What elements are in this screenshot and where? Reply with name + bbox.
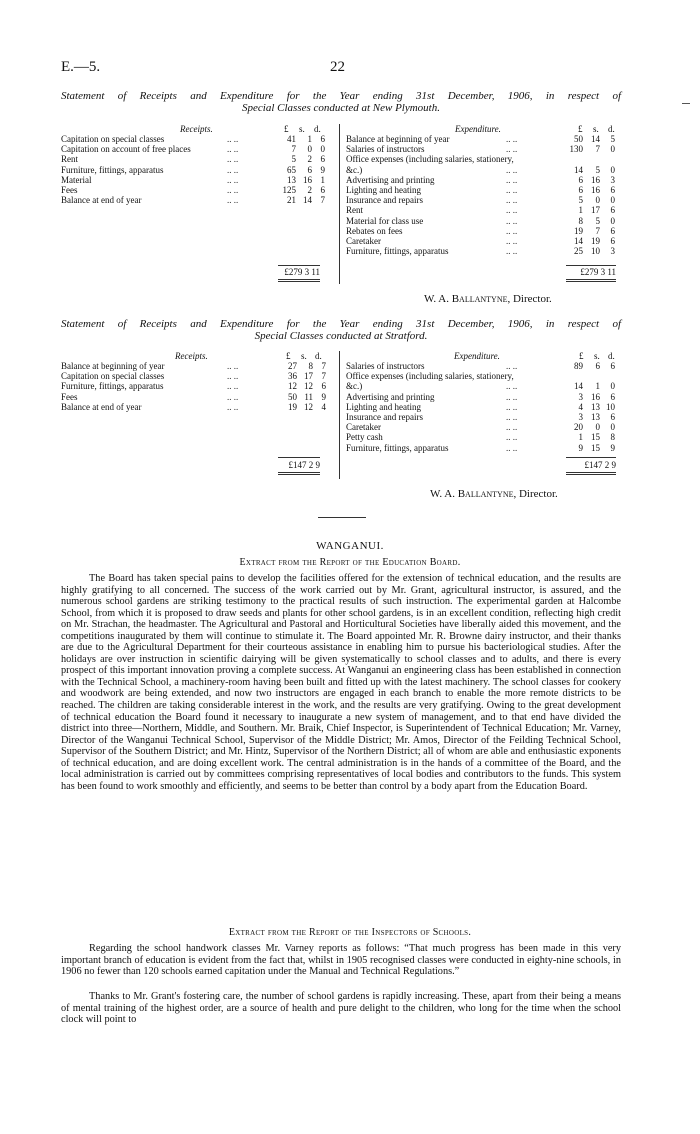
np-expense-pounds: 1 (578, 205, 583, 216)
np-expenditure-total: £279 3 11 (580, 267, 616, 277)
st-expense-shillings: 13 (591, 401, 600, 412)
st-expense-pounds: 3 (578, 391, 583, 402)
np-receipt-pounds: 13 (287, 174, 296, 185)
np-expense-label: &c.) (346, 164, 363, 175)
np-receipt-shillings: 6 (307, 164, 312, 175)
np-receipts-heading: Receipts. (180, 124, 213, 134)
np-expense-pence: 6 (610, 205, 615, 216)
st-receipts-pound-head: £ (286, 351, 291, 361)
np-expense-shillings: 16 (591, 174, 600, 185)
wanganui-paragraph-1: The Board has taken special pains to develop the facilities offered for the extension of technical education, and the results are highly gratifying to all concerned. The success of the work carried out by Mr. Grant, agricultural instructor, is assured, and the numerous school gardens are striking testimony to the practical results of such instruction. The experimental garden at Halcombe School, from which it is proposed to draw seeds and plants for other school gardens, is in an excellent condition, reflecting high credit on Mr. Strachan, the headmaster. The Agricultural and Pastoral and Horticultural Societies have liberally aided this movement, and the competitions inaugurated by them will continue to stimulate it. The Board appointed Mr. R. Browne dairy instructor, and their thanks are due to the Agricultural Department for their courteous assistance in enabling him to pursue his bacteriological studies. After the holidays are over instruction in scientific dairying will be given systematically to school classes and to adults, and there is every prospect of this important innovation proving a complete success. At Wanganui an engineering class has been established in connection with the Technical School, a machinery-room having been built and fitted up with the latest machinery. The school classes for cookery and woodwork are being extended, and now two instructors are engaged in each branch to enable the more remote districts to be reached. The children are taking considerable interest in the work, and the results are very gratifying. Owing to the great development of technical education the Board found it necessary to inaugurate a new system of management, and to that end have divided the district into three—Northern, Middle, and Southern. Mr. Braik, Chief Inspector, is Superintendent of Technical Education; Mr. Varney, Director of the Wanganui Technical School, Supervisor of the Middle District; Mr. Amos, Director of the Feilding Technical School, Supervisor of the Southern District; and Mr. Hintz, Supervisor of the Northern District; all of whom are able and enthusiastic exponents of technical education, and are doing excellent work. The central administration is in the hands of a committee of the Board, and the local administration is carried out by committees comprising representatives of local bodies and contributors to the funds. This system has been found to work smoothly and efficiently, and seems to be better than control by a body apart from the Education Board. (61, 573, 621, 792)
np-expense-shillings: 0 (595, 195, 600, 206)
st-expense-pounds: 89 (574, 361, 583, 371)
st-receipt-shillings: 12 (304, 401, 313, 412)
np-receipt-label: Rent (61, 154, 78, 165)
st-receipts-total-rule-top (278, 457, 320, 458)
np-receipt-leader-dots: .. .. (227, 164, 239, 175)
np-expense-leader-dots: .. .. (506, 164, 518, 175)
st-expense-label: Petty cash (346, 432, 383, 443)
np-expense-leader-dots: .. .. (506, 185, 518, 195)
np-receipts-pence-head: d. (314, 124, 321, 134)
st-expense-pence: 0 (610, 422, 615, 433)
np-exp-pound-head: £ (578, 124, 583, 134)
np-expense-shillings: 5 (595, 215, 600, 226)
st-receipt-label: Furniture, fittings, apparatus (61, 381, 164, 392)
st-receipt-pence: 6 (321, 381, 326, 392)
np-expense-pence: 3 (610, 246, 615, 257)
st-expense-row (346, 392, 621, 402)
np-expense-label: Furniture, fittings, apparatus (346, 246, 449, 257)
np-receipt-leader-dots: .. .. (227, 185, 239, 195)
np-expense-pence: 5 (610, 134, 615, 144)
st-expense-label: Insurance and repairs (346, 412, 423, 422)
st-expense-pence: 8 (610, 432, 615, 443)
np-expense-leader-dots: .. .. (506, 174, 518, 185)
st-expense-pence: 6 (610, 391, 615, 402)
np-receipt-leader-dots: .. .. (227, 144, 239, 155)
st-expense-row (346, 402, 621, 412)
st-receipt-row (61, 392, 331, 402)
np-receipt-leader-dots: .. .. (227, 134, 239, 144)
np-receipt-shillings: 1 (307, 134, 312, 144)
st-expense-shillings: 1 (595, 381, 600, 392)
np-expense-shillings: 14 (591, 134, 600, 144)
np-receipt-pence: 6 (320, 154, 325, 165)
np-expenditure-heading: Expenditure. (455, 124, 501, 134)
np-expense-pounds: 19 (574, 225, 583, 236)
np-expense-leader-dots: .. .. (506, 215, 518, 226)
new-plymouth-title-line-1: Statement of Receipts and Expenditure for the Year ending 31st December, 1906, in respect of (61, 90, 621, 102)
st-expense-row (346, 412, 621, 422)
st-exp-shilling-head: s. (594, 351, 600, 361)
st-expense-pounds: 3 (578, 412, 583, 422)
st-receipts-shilling-head: s. (301, 351, 307, 361)
st-expense-pence: 10 (606, 401, 615, 412)
np-expense-shillings: 17 (591, 205, 600, 216)
np-expense-leader-dots: .. .. (506, 246, 518, 257)
np-expense-pence: 0 (610, 195, 615, 206)
np-receipts-shilling-head: s. (299, 124, 305, 134)
st-receipt-shillings: 11 (304, 391, 313, 402)
np-expense-shillings: 7 (595, 144, 600, 155)
np-expense-pounds: 25 (574, 246, 583, 257)
st-expense-pounds: 14 (574, 381, 583, 392)
st-signature-name: W. A. Ballantyne, (430, 488, 517, 500)
np-receipt-pence: 7 (320, 195, 325, 206)
stratford-title-line-1: Statement of Receipts and Expenditure for the Year ending 31st December, 1906, in respect of (61, 318, 621, 330)
np-receipt-pence: 9 (320, 164, 325, 175)
st-receipt-pence: 7 (321, 371, 326, 382)
st-exp-pence-head: d. (608, 351, 615, 361)
st-receipt-pounds: 12 (288, 381, 297, 392)
st-receipt-row (61, 402, 331, 412)
st-receipt-row (61, 361, 331, 371)
np-receipt-pounds: 125 (282, 185, 296, 195)
st-expense-pounds: 1 (578, 432, 583, 443)
np-expense-shillings: 5 (595, 164, 600, 175)
stratford-title-line-2: Special Classes conducted at Stratford. (254, 330, 428, 342)
st-expense-leader-dots: .. .. (506, 401, 518, 412)
st-expense-leader-dots: .. .. (506, 442, 518, 453)
np-receipt-pounds: 5 (291, 154, 296, 165)
np-expense-label: Balance at beginning of year (346, 134, 450, 144)
st-receipt-pence: 7 (321, 361, 326, 371)
np-receipt-shillings: 0 (307, 144, 312, 155)
np-receipt-pounds: 41 (287, 134, 296, 144)
st-expense-leader-dots: .. .. (506, 422, 518, 433)
st-receipt-pounds: 50 (288, 391, 297, 402)
st-expense-leader-dots: .. .. (506, 361, 518, 371)
st-receipt-label: Capitation on special classes (61, 371, 165, 382)
st-expense-label: Advertising and printing (346, 391, 435, 402)
st-receipt-leader-dots: .. .. (227, 361, 239, 371)
np-expense-pence: 6 (610, 185, 615, 195)
np-expense-label: Advertising and printing (346, 174, 435, 185)
np-receipt-label: Furniture, fittings, apparatus (61, 164, 164, 175)
np-expense-leader-dots: .. .. (506, 134, 518, 144)
np-expense-label: Material for class use (346, 215, 424, 226)
st-expense-label: Salaries of instructors (346, 361, 425, 371)
st-expense-pounds: 20 (574, 422, 583, 433)
document-reference: E.—5. (61, 59, 101, 75)
st-expense-label: Caretaker (346, 422, 381, 433)
wanganui-paragraph-3: Thanks to Mr. Grant's fostering care, the number of school gardens is rapidly increasing. These, apart from their being a means of mental training of the highest order, are a source of health and pure delight to the children, who long for the time when the school clock will point to (61, 991, 621, 1026)
np-expense-pence: 6 (610, 236, 615, 246)
st-receipts-total-rule-1 (278, 472, 320, 473)
st-receipts-pence-head: d. (315, 351, 322, 361)
st-expense-leader-dots: .. .. (506, 381, 518, 392)
np-expense-leader-dots: .. .. (506, 144, 518, 155)
np-expense-pounds: 6 (578, 185, 583, 195)
st-expense-row (346, 422, 621, 432)
np-receipt-label: Fees (61, 185, 78, 195)
np-receipt-leader-dots: .. .. (227, 174, 239, 185)
np-expense-label: Rebates on fees (346, 225, 403, 236)
st-expense-shillings: 15 (591, 442, 600, 453)
st-receipt-label: Balance at end of year (61, 401, 142, 412)
st-expense-row (346, 381, 621, 391)
st-expenditure-heading: Expenditure. (454, 351, 500, 361)
st-expense-label: &c.) (346, 381, 363, 392)
st-receipt-shillings: 17 (304, 371, 313, 382)
np-expense-pence: 6 (610, 225, 615, 236)
np-expense-pence: 0 (610, 144, 615, 155)
np-signature-name: W. A. Ballantyne, (424, 293, 511, 305)
np-expense-pence: 0 (610, 164, 615, 175)
st-exp-pound-head: £ (579, 351, 584, 361)
st-expense-shillings: 6 (595, 361, 600, 371)
st-receipts-total-rule-2 (278, 474, 320, 475)
st-receipt-label: Balance at beginning of year (61, 361, 165, 371)
np-expense-label: Insurance and repairs (346, 195, 423, 206)
st-receipt-row (61, 381, 331, 391)
st-signature (430, 488, 558, 500)
np-expense-pounds: 14 (574, 236, 583, 246)
st-receipt-leader-dots: .. .. (227, 391, 239, 402)
st-receipt-leader-dots: .. .. (227, 401, 239, 412)
st-receipt-label: Fees (61, 391, 78, 402)
wanganui-heading: WANGANUI. (316, 540, 384, 552)
st-exp-total-rule-1 (566, 472, 616, 473)
st-expense-shillings: 0 (595, 422, 600, 433)
np-expense-pounds: 6 (578, 174, 583, 185)
np-receipt-pence: 1 (320, 174, 325, 185)
np-receipt-pounds: 21 (287, 195, 296, 206)
np-receipt-pounds: 65 (287, 164, 296, 175)
np-expense-label: Lighting and heating (346, 185, 421, 195)
np-expense-pounds: 50 (574, 134, 583, 144)
np-receipt-label: Capitation on special classes (61, 134, 165, 144)
st-receipt-pence: 4 (321, 401, 326, 412)
np-expense-leader-dots: .. .. (506, 225, 518, 236)
st-expense-shillings: 13 (591, 412, 600, 422)
st-expense-row (346, 443, 621, 453)
st-expense-shillings: 16 (591, 391, 600, 402)
st-receipts-total: £147 2 9 (288, 460, 320, 470)
np-receipts-pound-head: £ (284, 124, 289, 134)
st-expense-leader-dots: .. .. (506, 412, 518, 422)
st-expense-label: Furniture, fittings, apparatus (346, 442, 449, 453)
np-expense-leader-dots: .. .. (506, 236, 518, 246)
np-receipt-shillings: 14 (303, 195, 312, 206)
np-expense-pounds: 14 (574, 164, 583, 175)
np-expense-leader-dots: .. .. (506, 205, 518, 216)
st-expense-row (346, 432, 621, 442)
st-expense-shillings: 15 (591, 432, 600, 443)
np-expense-label: Caretaker (346, 236, 381, 246)
st-expense-pence: 0 (610, 381, 615, 392)
np-expense-label: Office expenses (including salaries, stationery, (346, 154, 514, 165)
st-expense-label: Lighting and heating (346, 401, 421, 412)
st-expense-pounds: 9 (578, 442, 583, 453)
np-receipt-label: Capitation on account of free places (61, 144, 191, 155)
page-number: 22 (330, 59, 345, 75)
st-expense-pence: 6 (610, 361, 615, 371)
st-expense-pence: 6 (610, 412, 615, 422)
np-receipt-shillings: 2 (307, 154, 312, 165)
np-expense-pounds: 8 (578, 215, 583, 226)
st-receipt-pounds: 27 (288, 361, 297, 371)
np-receipt-label: Material (61, 174, 92, 185)
st-expense-label: Office expenses (including salaries, stationery, (346, 371, 514, 382)
np-receipt-label: Balance at end of year (61, 195, 142, 206)
np-receipt-leader-dots: .. .. (227, 195, 239, 206)
st-receipt-pounds: 36 (288, 371, 297, 382)
np-receipt-pence: 6 (320, 185, 325, 195)
np-expense-label: Rent (346, 205, 363, 216)
st-expense-pence: 9 (610, 442, 615, 453)
st-signature-title: Director. (518, 488, 558, 500)
np-receipt-pence: 6 (320, 134, 325, 144)
st-expense-leader-dots: .. .. (506, 432, 518, 443)
section-divider (318, 517, 366, 518)
st-receipt-pence: 9 (321, 391, 326, 402)
st-column-divider (339, 351, 340, 479)
np-exp-shilling-head: s. (593, 124, 599, 134)
st-expense-leader-dots: .. .. (506, 391, 518, 402)
np-expense-pounds: 5 (578, 195, 583, 206)
st-exp-total-rule-top (566, 457, 616, 458)
np-expense-shillings: 19 (591, 236, 600, 246)
st-expense-pounds: 4 (578, 401, 583, 412)
st-receipt-row (61, 371, 331, 381)
np-receipts-total: £279 3 11 (284, 267, 320, 277)
np-signature-title: Director. (512, 293, 552, 305)
st-receipt-shillings: 12 (304, 381, 313, 392)
st-receipt-shillings: 8 (308, 361, 313, 371)
wanganui-paragraph-2: Regarding the school handwork classes Mr. Varney reports as follows: “That much progress has been made in this very important branch of education is evident from the fact that, whilst in 1905 recognised classes were conducted in eighty-nine schools, in 1906 no fewer than 120 schools earned capitation under the Manual and Technical Regulations.” (61, 943, 621, 978)
np-expense-pence: 3 (610, 174, 615, 185)
st-receipts-heading: Receipts. (175, 351, 208, 361)
np-expense-pence: 0 (610, 215, 615, 226)
np-receipt-pence: 0 (320, 144, 325, 155)
np-expense-shillings: 10 (591, 246, 600, 257)
np-expense-label: Salaries of instructors (346, 144, 425, 155)
st-receipt-leader-dots: .. .. (227, 381, 239, 392)
st-exp-total-rule-2 (566, 474, 616, 475)
st-receipt-leader-dots: .. .. (227, 371, 239, 382)
st-expense-row (346, 361, 621, 371)
st-receipt-pounds: 19 (288, 401, 297, 412)
st-expenditure-total: £147 2 9 (584, 460, 616, 470)
extract-inspectors-heading: Extract from the Report of the Inspectors of Schools. (228, 927, 472, 938)
np-expense-shillings: 16 (591, 185, 600, 195)
new-plymouth-title-line-2: Special Classes conducted at New Plymouth. (242, 102, 440, 114)
np-expense-leader-dots: .. .. (506, 195, 518, 206)
np-expense-shillings: 7 (595, 225, 600, 236)
np-receipt-shillings: 16 (303, 174, 312, 185)
extract-education-board-heading: Extract from the Report of the Education Board. (239, 557, 461, 568)
np-expense-pounds: 130 (569, 144, 583, 155)
stratford-accounts-table (0, 0, 700, 500)
st-expense-row (346, 371, 621, 381)
np-receipt-shillings: 2 (307, 185, 312, 195)
np-receipt-pounds: 7 (291, 144, 296, 155)
np-receipt-leader-dots: .. .. (227, 154, 239, 165)
np-exp-pence-head: d. (608, 124, 615, 134)
